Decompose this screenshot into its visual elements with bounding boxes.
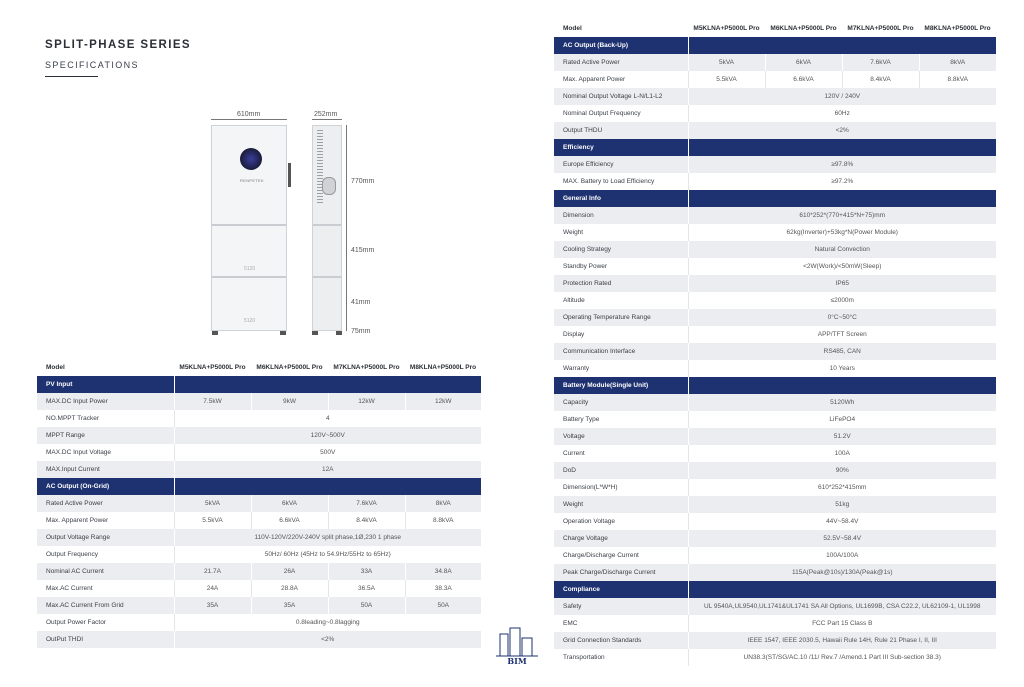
table-row <box>554 428 996 445</box>
spec-value: 5120Wh <box>688 394 996 411</box>
spec-value: 8.8kVA <box>405 512 481 529</box>
spec-label: DoD <box>554 462 688 479</box>
spec-value: APP/TFT Screen <box>688 326 996 343</box>
unit-side-view <box>312 125 342 331</box>
spec-label: Charge/Discharge Current <box>554 547 688 564</box>
spec-label: Nominal AC Current <box>37 563 174 580</box>
spec-value: 5kVA <box>174 495 251 512</box>
spec-value: 100A <box>688 445 996 462</box>
spec-label: Voltage <box>554 428 688 445</box>
spec-value: IP65 <box>688 275 996 292</box>
spec-label: Charge Voltage <box>554 530 688 547</box>
spec-value: UL 9540A,UL9540,UL1741&UL1741 SA All Options, UL1699B, CSA C22.2, UL62109-1, UL1998 <box>688 598 996 615</box>
spec-value: 7.5kW <box>174 393 251 410</box>
spec-value: 50A <box>328 597 405 614</box>
spec-label: OutPut THDI <box>37 631 174 648</box>
spec-value: LiFePO4 <box>688 411 996 428</box>
table-row <box>554 156 996 173</box>
spec-label: Output Frequency <box>37 546 174 563</box>
table-row <box>554 632 996 649</box>
page-title: SPLIT-PHASE SERIES <box>45 39 191 51</box>
spec-value: ≥97.2% <box>688 173 996 190</box>
brand-label: RENPETEK <box>240 178 264 183</box>
spec-label: Capacity <box>554 394 688 411</box>
spec-label: Safety <box>554 598 688 615</box>
spec-label: EMC <box>554 615 688 632</box>
model-name-header: M8KLNA+P5000L Pro <box>919 20 996 37</box>
spec-label: Max. Apparent Power <box>554 71 688 88</box>
side-handle <box>288 163 291 187</box>
spec-label: Warranty <box>554 360 688 377</box>
spec-value: 4 <box>174 410 481 427</box>
height-dimension-label: 415mm <box>351 247 375 254</box>
spec-value: 35A <box>251 597 328 614</box>
height-dimension-label: 41mm <box>351 299 371 306</box>
spec-value: 7.6kVA <box>328 495 405 512</box>
table-header-row <box>37 359 481 376</box>
spec-table-right <box>554 20 996 666</box>
spec-value: Natural Convection <box>688 241 996 258</box>
spec-value: 8kVA <box>405 495 481 512</box>
section-title: General Info <box>554 190 688 207</box>
spec-label: NO.MPPT Tracker <box>37 410 174 427</box>
spec-value: 115A(Peak@10s)/130A(Peak@1s) <box>688 564 996 581</box>
spec-label: Weight <box>554 496 688 513</box>
depth-dimension-line <box>312 119 342 120</box>
spec-value: 5.5kVA <box>174 512 251 529</box>
table-row <box>554 530 996 547</box>
depth-dimension-label: 252mm <box>314 111 338 118</box>
spec-value: 10 Years <box>688 360 996 377</box>
spec-value: 8.4kVA <box>842 71 919 88</box>
spec-value: 60Hz <box>688 105 996 122</box>
table-row <box>554 564 996 581</box>
module-divider <box>212 224 286 226</box>
foot <box>312 331 318 335</box>
spec-label: Grid Connection Standards <box>554 632 688 649</box>
table-row <box>37 444 481 461</box>
spec-label: Protection Rated <box>554 275 688 292</box>
section-header-fill <box>174 376 481 393</box>
spec-value: 51.2V <box>688 428 996 445</box>
spec-label: Transportation <box>554 649 688 666</box>
width-dimension-label: 610mm <box>237 111 261 118</box>
module-divider <box>212 276 286 278</box>
spec-value: 110V-120V/220V-240V split phase,1Ø,230 1 phase <box>174 529 481 546</box>
model-name-header: M6KLNA+P5000L Pro <box>251 359 328 376</box>
spec-label: Weight <box>554 224 688 241</box>
spec-value: 8kVA <box>919 54 996 71</box>
table-row <box>37 393 481 410</box>
width-dimension-line <box>211 119 287 120</box>
spec-label: Max.AC Current <box>37 580 174 597</box>
table-row <box>554 547 996 564</box>
section-title: AC Output (Back-Up) <box>554 37 688 54</box>
table-row <box>554 479 996 496</box>
height-dimension-label: 770mm <box>351 178 375 185</box>
spec-value: 50Hz/ 60Hz (45Hz to 54.9Hz/55Hz to 65Hz) <box>174 546 481 563</box>
spec-value: 6.6kVA <box>251 512 328 529</box>
table-row <box>37 563 481 580</box>
spec-value: 5kVA <box>688 54 765 71</box>
table-row <box>554 275 996 292</box>
table-row <box>554 105 996 122</box>
spec-label: Max. Apparent Power <box>37 512 174 529</box>
module-label: 5120 <box>244 318 256 324</box>
spec-value: ≤2000m <box>688 292 996 309</box>
spec-value: <2% <box>688 122 996 139</box>
spec-value: 120V~500V <box>174 427 481 444</box>
section-title: Battery Module(Single Unit) <box>554 377 688 394</box>
spec-value: 100A/100A <box>688 547 996 564</box>
table-row <box>554 241 996 258</box>
spec-label: Battery Type <box>554 411 688 428</box>
table-row <box>554 462 996 479</box>
model-name-header: M5KLNA+P5000L Pro <box>688 20 765 37</box>
spec-value: FCC Part 15 Class B <box>688 615 996 632</box>
section-header-fill <box>174 478 481 495</box>
table-row <box>554 173 996 190</box>
spec-label: Rated Active Power <box>37 495 174 512</box>
section-header-row <box>554 37 996 54</box>
spec-label: Altitude <box>554 292 688 309</box>
spec-label: Rated Active Power <box>554 54 688 71</box>
spec-value: 610*252*(770+415*N+75)mm <box>688 207 996 224</box>
spec-table-left <box>37 359 481 648</box>
spec-value: 12kW <box>328 393 405 410</box>
spec-label: MAX. Battery to Load Efficiency <box>554 173 688 190</box>
table-row <box>554 343 996 360</box>
spec-label: Max.AC Current From Grid <box>37 597 174 614</box>
spec-label: Nominal Output Frequency <box>554 105 688 122</box>
foot <box>336 331 342 335</box>
spec-value: 7.6kVA <box>842 54 919 71</box>
table-row <box>554 71 996 88</box>
table-row <box>554 411 996 428</box>
module-divider <box>313 224 341 226</box>
spec-label: Standby Power <box>554 258 688 275</box>
spec-value: 8.4kVA <box>328 512 405 529</box>
unit-front-view <box>211 125 287 331</box>
section-header-row <box>554 139 996 156</box>
section-header-fill <box>688 139 996 156</box>
table-row <box>37 512 481 529</box>
bim-logo <box>494 626 540 672</box>
spec-value: 90% <box>688 462 996 479</box>
spec-value: 34.8A <box>405 563 481 580</box>
section-header-row <box>37 478 481 495</box>
spec-value: 35A <box>174 597 251 614</box>
module-divider <box>313 276 341 278</box>
spec-value: UN38.3(ST/SG/AC.10 /11/ Rev.7 /Amend.1 Part III Sub-section 38.3) <box>688 649 996 666</box>
model-name-header: M7KLNA+P5000L Pro <box>328 359 405 376</box>
model-name-header: M7KLNA+P5000L Pro <box>842 20 919 37</box>
spec-value: 24A <box>174 580 251 597</box>
table-row <box>554 649 996 666</box>
section-header-fill <box>688 190 996 207</box>
spec-label: Current <box>554 445 688 462</box>
spec-label: Operating Temperature Range <box>554 309 688 326</box>
spec-value: RS485, CAN <box>688 343 996 360</box>
table-row <box>554 88 996 105</box>
building-logo-icon <box>494 626 540 658</box>
spec-value: 26A <box>251 563 328 580</box>
model-column-header: Model <box>37 359 174 376</box>
table-row <box>37 410 481 427</box>
height-dimension-label: 75mm <box>351 328 371 335</box>
spec-value: <2% <box>174 631 481 648</box>
spec-value: IEEE 1547, IEEE 2030.5, Hawaii Rule 14H, Rule 21 Phase I, II, III <box>688 632 996 649</box>
spec-value: 8.8kVA <box>919 71 996 88</box>
table-row <box>554 309 996 326</box>
spec-label: MAX.Input Current <box>37 461 174 478</box>
connector-port-icon <box>322 177 336 195</box>
spec-label: MAX.DC Input Voltage <box>37 444 174 461</box>
foot <box>280 331 286 335</box>
spec-value: 120V / 240V <box>688 88 996 105</box>
section-title: Compliance <box>554 581 688 598</box>
spec-label: Display <box>554 326 688 343</box>
table-header-row <box>554 20 996 37</box>
spec-value: 21.7A <box>174 563 251 580</box>
spec-label: Europe Efficiency <box>554 156 688 173</box>
spec-value: 33A <box>328 563 405 580</box>
table-row <box>37 495 481 512</box>
spec-label: MAX.DC Input Power <box>37 393 174 410</box>
table-row <box>37 614 481 631</box>
spec-label: Operation Voltage <box>554 513 688 530</box>
table-row <box>37 580 481 597</box>
table-row <box>554 326 996 343</box>
title-underline <box>45 76 98 77</box>
display-screen-icon <box>240 148 262 170</box>
spec-label: Dimension(L*W*H) <box>554 479 688 496</box>
table-row <box>37 546 481 563</box>
spec-value: 6kVA <box>251 495 328 512</box>
section-title: Efficiency <box>554 139 688 156</box>
table-row <box>37 631 481 648</box>
spec-value: 50A <box>405 597 481 614</box>
spec-label: Communication Interface <box>554 343 688 360</box>
table-row <box>554 615 996 632</box>
table-row <box>37 529 481 546</box>
logo-text: BIM <box>507 656 527 666</box>
section-header-row <box>554 190 996 207</box>
table-row <box>554 122 996 139</box>
spec-value: 51kg <box>688 496 996 513</box>
spec-value: 12kW <box>405 393 481 410</box>
spec-value: 5.5kVA <box>688 71 765 88</box>
table-row <box>37 597 481 614</box>
spec-value: 38.3A <box>405 580 481 597</box>
table-row <box>554 598 996 615</box>
spec-value: 12A <box>174 461 481 478</box>
model-name-header: M6KLNA+P5000L Pro <box>765 20 842 37</box>
spec-label: Nominal Output Voltage L-N/L1-L2 <box>554 88 688 105</box>
table-row <box>554 292 996 309</box>
vent-grille-icon <box>317 130 323 205</box>
page-subtitle: SPECIFICATIONS <box>45 60 139 70</box>
spec-label: Output THDU <box>554 122 688 139</box>
spec-value: 500V <box>174 444 481 461</box>
table-row <box>554 394 996 411</box>
table-row <box>554 258 996 275</box>
spec-value: 0°C~50°C <box>688 309 996 326</box>
spec-value: 36.5A <box>328 580 405 597</box>
section-header-fill <box>688 377 996 394</box>
spec-label: Cooling Strategy <box>554 241 688 258</box>
section-header-row <box>554 377 996 394</box>
table-row <box>554 445 996 462</box>
spec-label: Peak Charge/Discharge Current <box>554 564 688 581</box>
spec-value: 62kg(Inverter)+53kg*N(Power Module) <box>688 224 996 241</box>
spec-value: 52.5V~58.4V <box>688 530 996 547</box>
model-column-header: Model <box>554 20 688 37</box>
table-row <box>37 461 481 478</box>
section-header-fill <box>688 581 996 598</box>
spec-value: 44V~58.4V <box>688 513 996 530</box>
foot <box>212 331 218 335</box>
spec-value: 6kVA <box>765 54 842 71</box>
section-title: PV Input <box>37 376 174 393</box>
section-header-row <box>37 376 481 393</box>
spec-value: 0.8leading~0.8lagging <box>174 614 481 631</box>
spec-value: 9kW <box>251 393 328 410</box>
module-label: 5120 <box>244 266 256 272</box>
spec-label: Dimension <box>554 207 688 224</box>
model-name-header: M8KLNA+P5000L Pro <box>405 359 481 376</box>
model-name-header: M5KLNA+P5000L Pro <box>174 359 251 376</box>
section-title: AC Output (On-Grid) <box>37 478 174 495</box>
spec-value: 6.6kVA <box>765 71 842 88</box>
spec-label: Output Power Factor <box>37 614 174 631</box>
spec-value: <2W(Work)/<50mW(Sleep) <box>688 258 996 275</box>
spec-value: 28.8A <box>251 580 328 597</box>
spec-label: MPPT Range <box>37 427 174 444</box>
spec-label: Output Voltage Range <box>37 529 174 546</box>
product-drawing <box>200 105 390 345</box>
table-row <box>554 207 996 224</box>
section-header-row <box>554 581 996 598</box>
table-row <box>554 496 996 513</box>
table-row <box>554 513 996 530</box>
spec-value: 610*252*415mm <box>688 479 996 496</box>
table-row <box>37 427 481 444</box>
table-row <box>554 224 996 241</box>
table-row <box>554 54 996 71</box>
table-row <box>554 360 996 377</box>
spec-value: ≥97.8% <box>688 156 996 173</box>
height-dimension-line <box>346 125 347 331</box>
section-header-fill <box>688 37 996 54</box>
